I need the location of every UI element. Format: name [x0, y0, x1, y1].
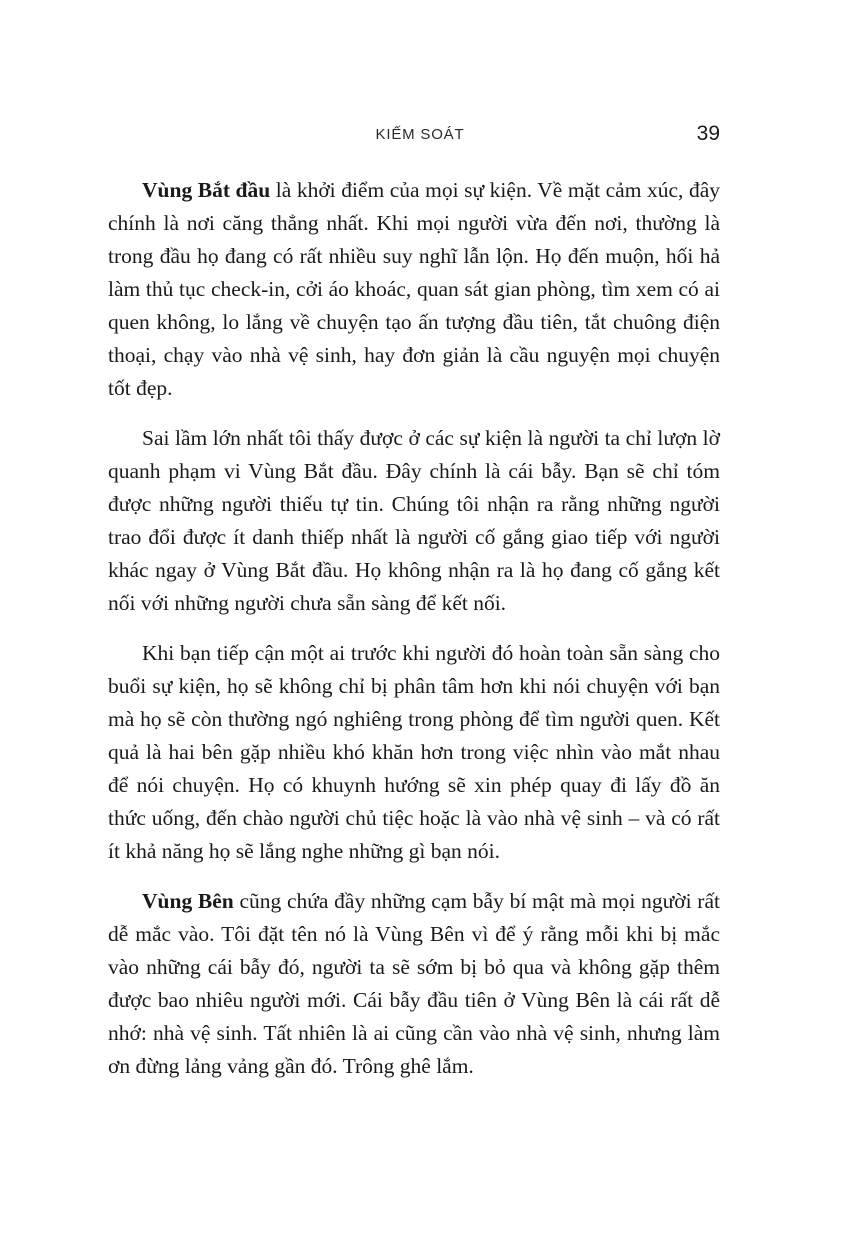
paragraph-4 — [108, 885, 720, 1083]
paragraph-lead: Vùng Bên — [142, 889, 234, 913]
page-number: 39 — [696, 122, 720, 145]
paragraph-3 — [108, 637, 720, 868]
body-text — [108, 174, 720, 1100]
paragraph-text: cũng chứa đầy những cạm bẫy bí mật mà mọi người rất dễ mắc vào. Tôi đặt tên nó là Vùng Bên vì để ý rằng mỗi khi bị mắc vào những cái bẫy đó, người ta sẽ sớm bị bỏ qua và không gặp thêm được bao nhiêu người mới. Cái bẫy đầu tiên ở Vùng Bên là cái rất dễ nhớ: nhà vệ sinh. Tất nhiên là ai cũng cần vào nhà vệ sinh, nhưng làm ơn đừng lảng vảng gần đó. Trông ghê lắm. — [108, 889, 720, 1078]
paragraph-text: Khi bạn tiếp cận một ai trước khi người đó hoàn toàn sẵn sàng cho buổi sự kiện, họ sẽ không chỉ bị phân tâm hơn khi nói chuyện với bạn mà họ sẽ còn thường ngó nghiêng trong phòng để tìm người quen. Kết quả là hai bên gặp nhiều khó khăn hơn trong việc nhìn vào mắt nhau để nói chuyện. Họ có khuynh hướng sẽ xin phép quay đi lấy đồ ăn thức uống, đến chào người chủ tiệc hoặc là vào nhà vệ sinh – và có rất ít khả năng họ sẽ lắng nghe những gì bạn nói. — [108, 641, 720, 863]
paragraph-2 — [108, 422, 720, 620]
paragraph-text: Sai lầm lớn nhất tôi thấy được ở các sự kiện là người ta chỉ lượn lờ quanh phạm vi Vùng Bắt đầu. Đây chính là cái bẫy. Bạn sẽ chỉ tóm được những người thiếu tự tin. Chúng tôi nhận ra rằng những người trao đổi được ít danh thiếp nhất là người cố gắng giao tiếp với người khác ngay ở Vùng Bắt đầu. Họ không nhận ra là họ đang cố gắng kết nối với những người chưa sẵn sàng để kết nối. — [108, 426, 720, 615]
paragraph-lead: Vùng Bắt đầu — [142, 178, 271, 202]
paragraph-1 — [108, 174, 720, 405]
paragraph-text: là khởi điểm của mọi sự kiện. Về mặt cảm xúc, đây chính là nơi căng thẳng nhất. Khi mọi người vừa đến nơi, thường là trong đầu họ đang có rất nhiều suy nghĩ lẫn lộn. Họ đến muộn, hối hả làm thủ tục check-in, cởi áo khoác, quan sát gian phòng, tìm xem có ai quen không, lo lắng về chuyện tạo ấn tượng đầu tiên, tắt chuông điện thoại, chạy vào nhà vệ sinh, hay đơn giản là cầu nguyện mọi chuyện tốt đẹp. — [108, 178, 720, 400]
section-title: KIẾM SOÁT — [375, 126, 465, 143]
running-header — [0, 122, 844, 148]
